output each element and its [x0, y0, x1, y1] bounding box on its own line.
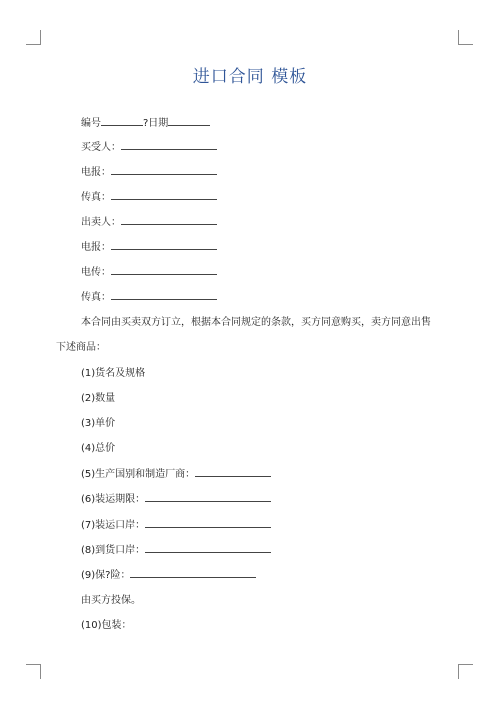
- seller-blank[interactable]: [121, 215, 217, 225]
- seller-telegram-blank[interactable]: [111, 240, 217, 250]
- item-goods-spec: (1)货名及规格: [81, 368, 146, 379]
- seller-telegram-label: 电报：: [81, 242, 111, 253]
- buyer-fax-blank[interactable]: [111, 190, 217, 200]
- item-destination-port: [81, 543, 271, 558]
- seller-line: [81, 215, 217, 230]
- item-shipment-period: [81, 492, 271, 507]
- number-blank[interactable]: [101, 116, 143, 126]
- item-quantity: (2)数量: [81, 393, 116, 404]
- item-destination-port-label: (8)到货口岸：: [81, 545, 146, 556]
- item-loading-port-label: (7)装运口岸：: [81, 520, 146, 531]
- corner-mark-top-right: [458, 30, 473, 45]
- date-blank[interactable]: [168, 116, 210, 126]
- item-insurance-label: (9)保?险：: [81, 570, 131, 581]
- seller-fax-line: [81, 290, 217, 305]
- document-title: 进口合同 模板: [192, 67, 308, 87]
- seller-teletype-label: 电传：: [81, 267, 111, 278]
- buyer-blank[interactable]: [121, 140, 217, 150]
- corner-mark-bottom-left: [26, 664, 41, 679]
- number-date-line: [81, 116, 210, 131]
- buyer-fax-label: 传真：: [81, 192, 111, 203]
- seller-telegram-line: [81, 240, 217, 255]
- seller-teletype-blank[interactable]: [111, 265, 217, 275]
- item-insurance: [81, 568, 256, 583]
- item-loading-port-blank[interactable]: [145, 518, 271, 528]
- seller-teletype-line: [81, 265, 217, 280]
- seller-fax-label: 传真：: [81, 292, 111, 303]
- insurance-note: 由买方投保。: [81, 595, 141, 606]
- item-origin-manufacturer-label: (5)生产国别和制造厂商：: [81, 469, 196, 480]
- item-insurance-blank[interactable]: [130, 568, 256, 578]
- buyer-label: 买受人：: [81, 142, 121, 153]
- item-total-price: (4)总价: [81, 443, 116, 454]
- corner-mark-top-left: [26, 30, 41, 45]
- intro-paragraph-line-2: 下述商品：: [56, 342, 106, 353]
- buyer-fax-line: [81, 190, 217, 205]
- item-shipment-period-label: (6)装运期限：: [81, 494, 146, 505]
- buyer-telegram-label: 电报：: [81, 167, 111, 178]
- item-origin-manufacturer-blank[interactable]: [195, 467, 271, 477]
- item-unit-price: (3)单价: [81, 418, 116, 429]
- intro-paragraph-line-1: 本合同由买卖双方订立，根据本合同规定的条款，买方同意购买，卖方同意出售: [81, 317, 431, 328]
- buyer-telegram-line: [81, 165, 217, 180]
- seller-fax-blank[interactable]: [111, 290, 217, 300]
- item-packing: (10)包装：: [81, 620, 132, 631]
- number-label: 编号: [81, 118, 101, 129]
- item-shipment-period-blank[interactable]: [145, 492, 271, 502]
- seller-label: 出卖人：: [81, 217, 121, 228]
- corner-mark-bottom-right: [458, 664, 473, 679]
- item-loading-port: [81, 518, 271, 533]
- date-label: ?日期: [143, 118, 169, 129]
- item-origin-manufacturer: [81, 467, 271, 482]
- buyer-line: [81, 140, 217, 155]
- item-destination-port-blank[interactable]: [145, 543, 271, 553]
- buyer-telegram-blank[interactable]: [111, 165, 217, 175]
